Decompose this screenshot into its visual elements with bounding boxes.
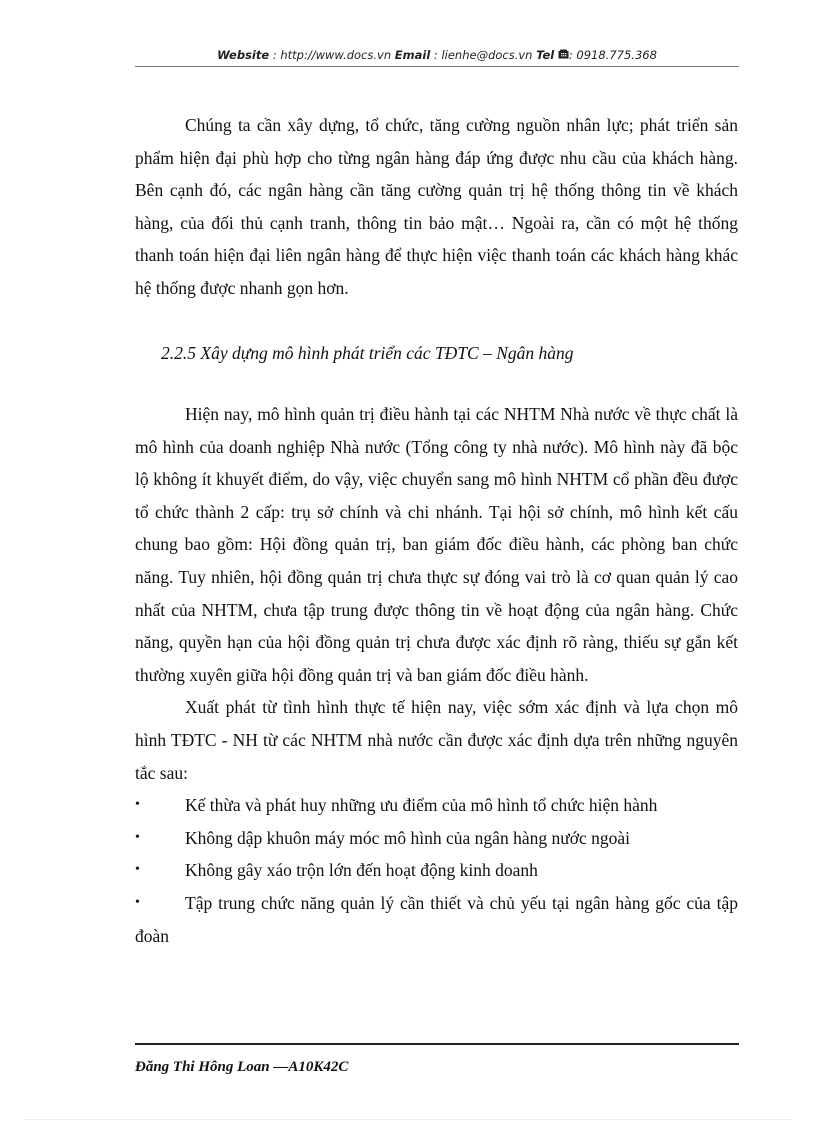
bullet-icon: •	[135, 894, 140, 910]
list-item	[135, 887, 738, 952]
page-bottom-border	[25, 1119, 791, 1120]
website-value: : http://www.docs.vn	[269, 48, 395, 62]
page-header	[135, 46, 739, 67]
paragraph-human-resources: Chúng ta cần xây dựng, tổ chức, tăng cường nguồn nhân lực; phát triển sản phẩm hiện đại phù hợp cho từng ngân hàng đáp ứng được nhu cầu của khách hàng. Bên cạnh đó, các ngân hàng cần tăng cường quản trị hệ thống thông tin về khách hàng, của đối thủ cạnh tranh, thông tin bảo mật… Ngoài ra, cần có một hệ thống thanh toán hiện đại liên ngân hàng để thực hiện việc thanh toán các khách hàng khác hệ thống được nhanh gọn hơn.	[135, 115, 738, 298]
body-section	[135, 398, 738, 952]
list-item-text: Không gây xáo trộn lớn đến hoạt động kinh doanh	[185, 860, 538, 881]
paragraph-governance-model: Hiện nay, mô hình quản trị điều hành tại các NHTM Nhà nước về thực chất là mô hình của doanh nghiệp Nhà nước (Tổng công ty nhà nước). Mô hình này đã bộc lộ không ít khuyết điểm, do vậy, việc chuyển sang mô hình NHTM cổ phần đều được tổ chức thành 2 cấp: trụ sở chính và chi nhánh. Tại hội sở chính, mô hình kết cấu chung bao gồm: Hội đồng quản trị, ban giám đốc điều hành, các phòng ban chức năng. Tuy nhiên, hội đồng quản trị chưa thực sự đóng vai trò là cơ quan quản lý cao nhất của NHTM, chưa tập trung được thông tin về hoạt động của ngân hàng. Chức năng, quyền hạn của hội đồng quản trị chưa được xác định rõ ràng, thiếu sự gắn kết thường xuyên giữa hội đồng quản trị và ban giám đốc điều hành.	[135, 404, 738, 685]
bullet-icon: •	[135, 862, 140, 878]
list-item	[135, 822, 738, 855]
list-item	[135, 854, 738, 887]
section-heading: 2.2.5 Xây dựng mô hình phát triển các TĐTC – Ngân hàng	[161, 343, 574, 363]
tel-label: Tel	[536, 48, 555, 62]
email-label: Email	[394, 48, 431, 62]
list-item-text: Không dập khuôn máy móc mô hình của ngân hàng nước ngoài	[185, 827, 630, 848]
list-item	[135, 789, 738, 822]
website-label: Website	[217, 48, 270, 62]
list-item-text: Kế thừa và phát huy những ưu điểm của mô hình tổ chức hiện hành	[185, 795, 658, 816]
tel-value: : 0918.775.368	[568, 48, 657, 62]
footer-divider	[135, 1043, 739, 1045]
list-item-text: Tập trung chức năng quản lý cần thiết và chủ yếu tại ngân hàng gốc của tập đoàn	[135, 892, 738, 946]
paragraph-principles-intro: Xuất phát từ tình hình thực tế hiện nay, việc sớm xác định và lựa chọn mô hình TĐTC - NH từ các NHTM nhà nước cần được xác định dựa trên những nguyên tắc sau:	[135, 697, 738, 783]
footer-author: Đăng Thi Hông Loan —A10K42C	[135, 1059, 349, 1075]
phone-icon	[558, 47, 569, 65]
bullet-icon: •	[135, 829, 140, 845]
intro-section	[135, 109, 738, 305]
bullet-icon: •	[135, 797, 140, 813]
email-value: : lienhe@docs.vn	[430, 48, 537, 62]
